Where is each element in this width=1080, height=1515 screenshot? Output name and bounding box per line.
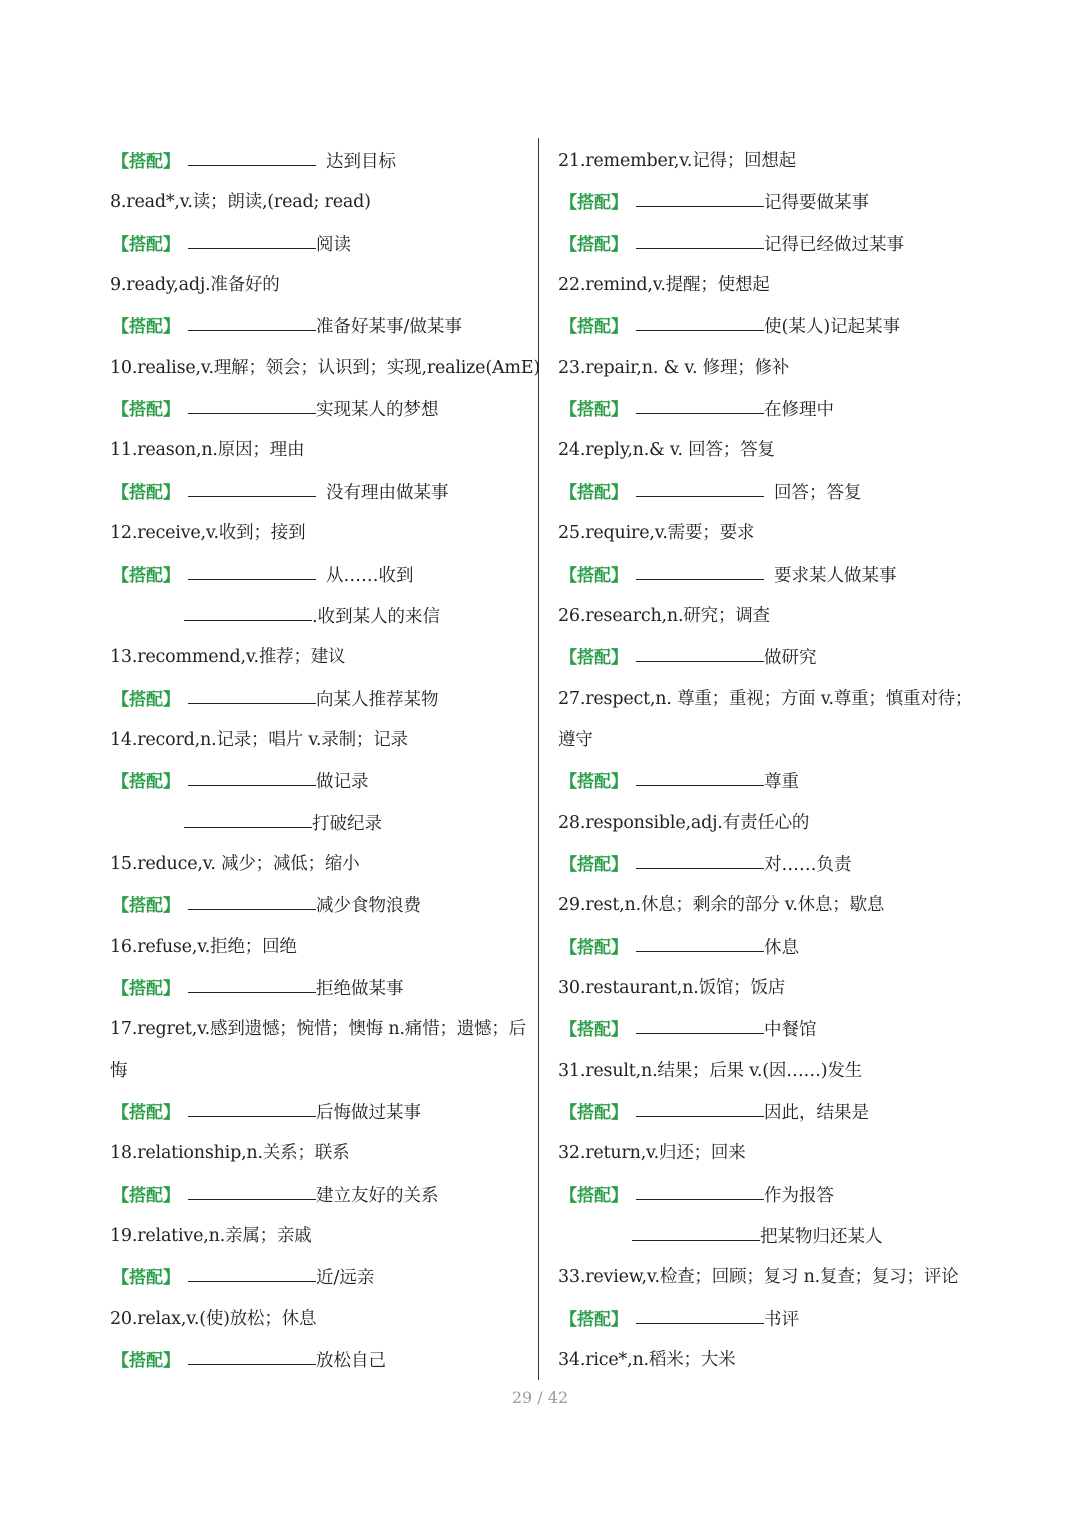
fill-in-blank[interactable] [636,190,764,207]
collocation-tag: 【搭配】 [560,317,628,338]
collocation-meaning: 从……收到 [326,565,414,586]
collocation-meaning: 拒绝做某事 [316,979,404,999]
collocation-tag: 【搭配】 [560,1020,628,1041]
vocab-entry: 悔 [110,1060,128,1081]
vocab-entry: 12.receive,v.收到；接到 [110,523,306,544]
fill-in-blank[interactable] [636,1017,764,1034]
collocation-meaning: 阅读 [316,234,351,255]
collocation-meaning: 作为报答 [764,1185,834,1206]
collocation-row [110,315,462,338]
fill-in-blank[interactable] [636,397,764,414]
collocation-meaning: 做记录 [316,772,369,793]
fill-in-blank[interactable] [636,645,764,662]
collocation-row [558,233,904,256]
vocab-entry: 29.rest,n.休息；剩余的部分 v.休息；歇息 [558,895,885,916]
vocab-entry: 23.repair,n. & v. 修理；修补 [558,357,790,378]
collocation-tag: 【搭配】 [112,689,180,710]
vocab-entry: 遵守 [558,729,593,750]
vocab-entry: 16.refuse,v.拒绝；回绝 [110,936,297,957]
collocation-meaning: 在修理中 [764,400,834,421]
collocation-tag: 【搭配】 [112,400,180,421]
fill-in-blank[interactable] [188,1348,316,1365]
collocation-row [110,150,396,173]
collocation-row [110,398,439,421]
collocation-tag: 【搭配】 [560,482,628,503]
collocation-row [110,977,404,1000]
collocation-row [110,233,351,256]
vocab-entry: 32.return,v.归还；回来 [558,1143,746,1164]
collocation-row [558,191,869,214]
collocation-tag: 【搭配】 [560,937,628,958]
collocation-row-continued [110,812,382,835]
collocation-row [558,853,852,876]
collocation-row [558,315,900,338]
collocation-tag: 【搭配】 [112,482,180,503]
collocation-row [558,646,817,669]
vocab-entry: 33.review,v.检查；回顾；复习 n.复查；复习；评论 [558,1267,959,1288]
collocation-meaning: .收到某人的来信 [312,606,441,627]
collocation-row [110,1184,439,1207]
collocation-meaning: 实现某人的梦想 [316,400,439,421]
vocab-entry: 21.remember,v.记得；回想起 [558,151,797,171]
fill-in-blank[interactable] [636,563,764,580]
collocation-row [558,1184,834,1207]
collocation-tag: 【搭配】 [112,979,180,999]
collocation-meaning: 中餐馆 [764,1020,817,1041]
collocation-meaning: 休息 [764,937,799,958]
collocation-tag: 【搭配】 [112,896,180,917]
collocation-tag: 【搭配】 [560,648,628,669]
collocation-tag: 【搭配】 [560,234,628,255]
collocation-meaning: 准备好某事/做某事 [316,317,462,338]
collocation-tag: 【搭配】 [560,854,628,875]
collocation-meaning: 达到目标 [326,152,396,172]
fill-in-blank[interactable] [636,1307,764,1324]
vocab-entry: 31.result,n.结果；后果 v.(因……)发生 [558,1060,863,1081]
fill-in-blank[interactable] [636,314,764,331]
vocab-entry: 10.realise,v.理解；领会；认识到；实现,realize(AmE) [110,357,541,378]
vocab-entry: 11.reason,n.原因；理由 [110,440,305,461]
fill-in-blank[interactable] [184,811,312,828]
vocab-entry: 22.remind,v.提醒；使想起 [558,275,770,296]
collocation-tag: 【搭配】 [112,1268,180,1289]
collocation-tag: 【搭配】 [560,193,628,214]
vocab-entry: 28.responsible,adj.有责任心的 [558,812,810,833]
fill-in-blank[interactable] [636,769,764,786]
fill-in-blank[interactable] [188,314,316,331]
collocation-tag: 【搭配】 [112,772,180,793]
collocation-tag: 【搭配】 [560,772,628,793]
collocation-meaning: 记得要做某事 [764,193,869,214]
fill-in-blank[interactable] [188,1100,316,1117]
fill-in-blank[interactable] [632,1224,760,1241]
collocation-tag: 【搭配】 [560,400,628,421]
collocation-row [558,1018,817,1041]
fill-in-blank[interactable] [188,480,316,497]
collocation-row [110,1101,421,1124]
collocation-row [558,770,799,793]
collocation-tag: 【搭配】 [112,1103,180,1124]
collocation-meaning: 要求某人做某事 [774,565,897,586]
fill-in-blank[interactable] [636,1100,764,1117]
fill-in-blank[interactable] [188,232,316,249]
collocation-tag: 【搭配】 [112,1351,180,1372]
collocation-row [558,481,862,504]
vocab-entry: 15.reduce,v. 减少；减低；缩小 [110,853,360,874]
fill-in-blank[interactable] [184,604,312,621]
collocation-row [110,481,449,504]
vocab-entry: 20.relax,v.(使)放松；休息 [110,1308,317,1329]
collocation-meaning: 书评 [764,1309,799,1330]
column-divider [538,138,539,1380]
collocation-meaning: 记得已经做过某事 [764,234,904,255]
vocab-entry: 17.regret,v.感到遗憾；惋惜；懊悔 n.痛惜；遗憾；后 [110,1019,526,1040]
fill-in-blank[interactable] [636,852,764,869]
collocation-meaning: 把某物归还某人 [760,1227,883,1248]
collocation-tag: 【搭配】 [560,565,628,586]
collocation-meaning: 向某人推荐某物 [316,689,439,710]
fill-in-blank[interactable] [188,687,316,704]
collocation-row-continued [110,605,440,628]
collocation-row [110,770,369,793]
collocation-row [110,688,439,711]
vocab-entry: 13.recommend,v.推荐；建议 [110,647,346,668]
vocab-entry: 8.read*,v.读；朗读,(read; read) [110,192,371,213]
vocab-entry: 27.respect,n. 尊重；重视；方面 v.尊重；慎重对待； [558,688,973,709]
collocation-tag: 【搭配】 [112,317,180,338]
vocab-entry: 30.restaurant,n.饭馆；饭店 [558,978,786,998]
collocation-row [558,564,897,587]
collocation-tag: 【搭配】 [560,1185,628,1206]
page-number: 29 / 42 [511,1388,569,1407]
collocation-meaning: 使(某人)记起某事 [764,317,901,338]
fill-in-blank[interactable] [188,397,316,414]
fill-in-blank[interactable] [188,563,316,580]
collocation-meaning: 做研究 [764,648,817,669]
vocab-entry: 34.rice*,n.稻米；大米 [558,1350,736,1371]
fill-in-blank[interactable] [636,232,764,249]
collocation-row [558,936,799,959]
vocab-entry: 26.research,n.研究；调查 [558,605,770,626]
collocation-row [110,1266,374,1289]
collocation-tag: 【搭配】 [560,1309,628,1330]
fill-in-blank[interactable] [188,976,316,993]
fill-in-blank[interactable] [636,480,764,497]
vocab-entry: 19.relative,n.亲属；亲戚 [110,1226,312,1247]
vocab-entry: 9.ready,adj.准备好的 [110,275,280,296]
collocation-meaning: 打破纪录 [312,813,382,834]
fill-in-blank[interactable] [188,1265,316,1282]
collocation-row [110,1349,386,1372]
collocation-meaning: 回答；答复 [774,482,862,503]
collocation-row [110,564,414,587]
vocab-entry: 14.record,n.记录；唱片 v.录制；记录 [110,729,408,750]
collocation-meaning: 没有理由做某事 [326,482,449,503]
collocation-tag: 【搭配】 [112,1185,180,1206]
collocation-row [558,1308,799,1331]
collocation-tag: 【搭配】 [112,565,180,586]
collocation-row [558,398,834,421]
collocation-tag: 【搭配】 [560,1103,628,1124]
collocation-meaning: 放松自己 [316,1351,386,1372]
collocation-meaning: 对……负责 [764,854,852,875]
collocation-meaning: 尊重 [764,772,799,793]
collocation-row [558,1101,869,1124]
fill-in-blank[interactable] [636,1183,764,1200]
collocation-meaning: 后悔做过某事 [316,1103,421,1124]
collocation-row [110,894,421,917]
collocation-tag: 【搭配】 [112,152,180,172]
collocation-tag: 【搭配】 [112,234,180,255]
fill-in-blank[interactable] [188,769,316,786]
vocab-entry: 24.reply,n.& v. 回答；答复 [558,440,775,461]
collocation-meaning: 减少食物浪费 [316,896,421,917]
fill-in-blank[interactable] [188,893,316,910]
vocab-entry: 25.require,v.需要；要求 [558,523,755,544]
collocation-row-continued [558,1225,883,1248]
fill-in-blank[interactable] [188,149,316,166]
collocation-meaning: 因此，结果是 [764,1103,869,1124]
fill-in-blank[interactable] [636,935,764,952]
vocab-entry: 18.relationship,n.关系；联系 [110,1143,350,1164]
collocation-meaning: 建立友好的关系 [316,1185,439,1206]
collocation-meaning: 近/远亲 [316,1268,375,1289]
fill-in-blank[interactable] [188,1183,316,1200]
